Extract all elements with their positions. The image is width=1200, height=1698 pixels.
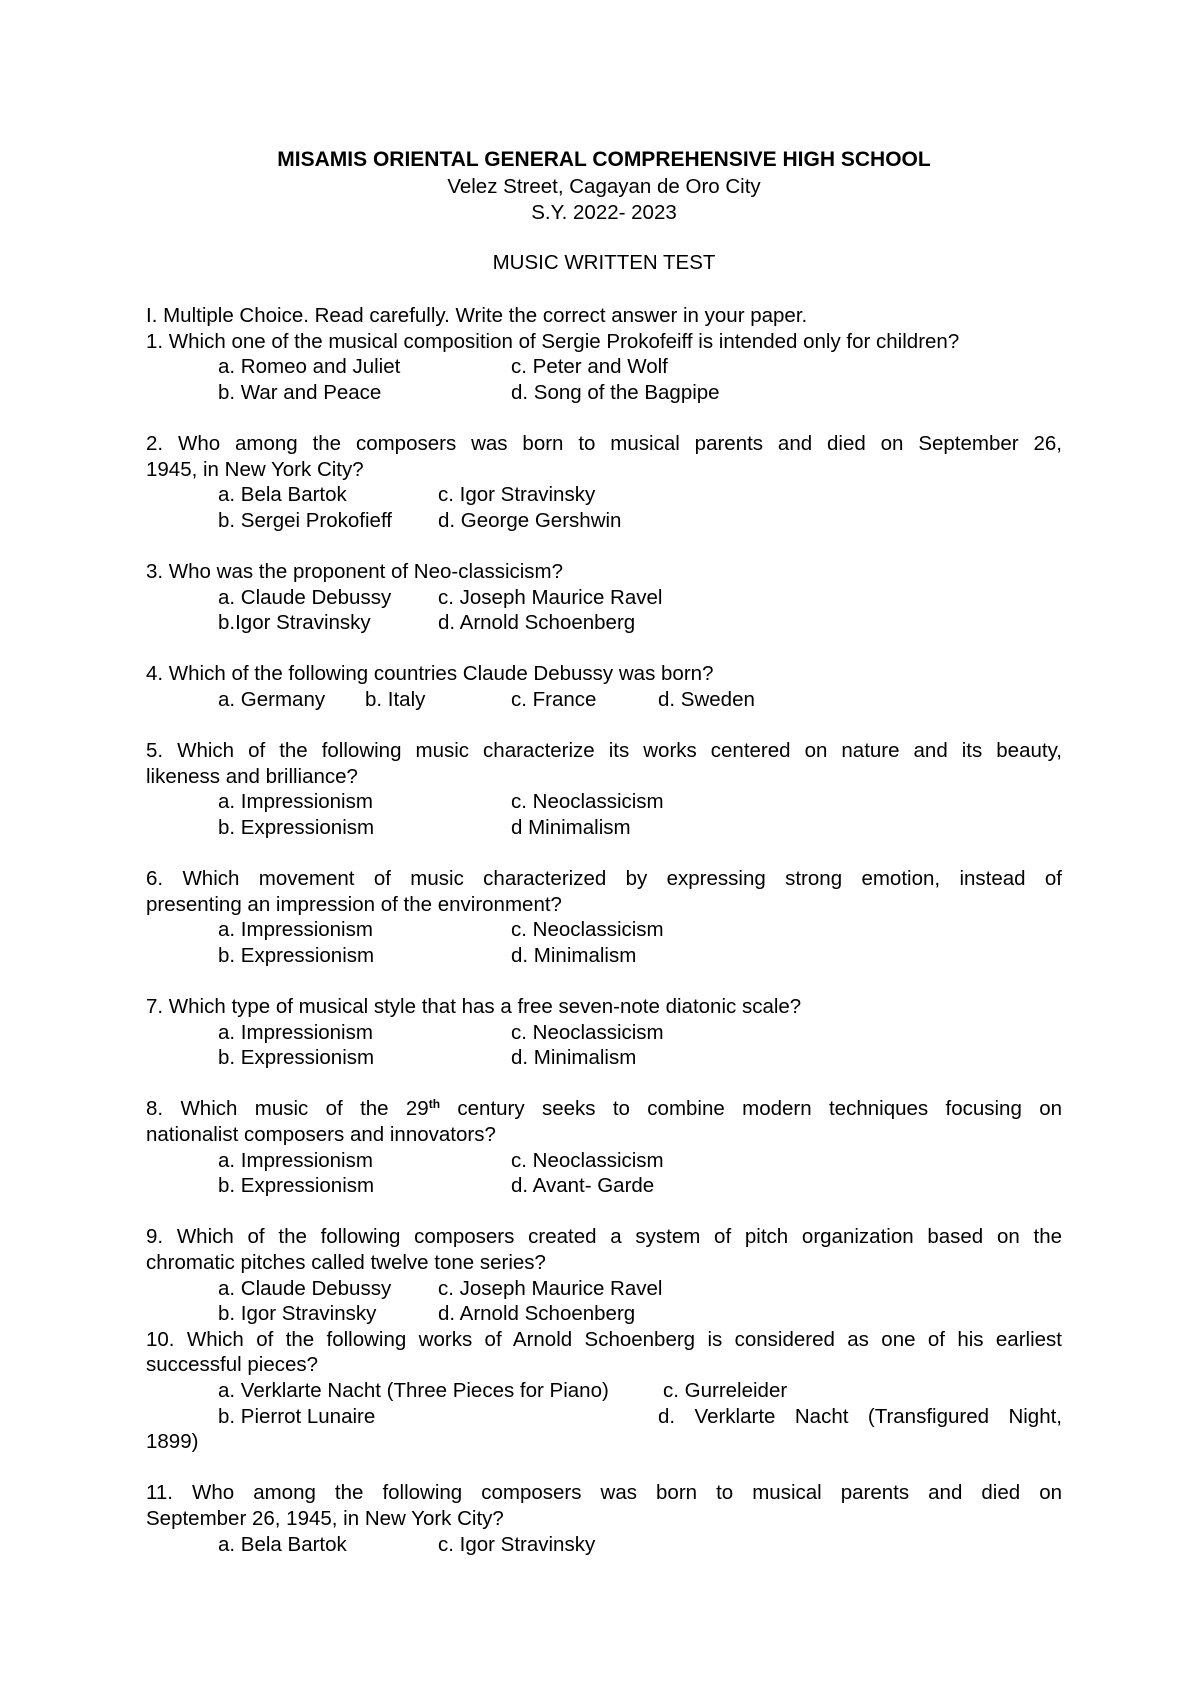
q9-option-d: d. Arnold Schoenberg: [438, 1302, 636, 1326]
q3-option-a: a. Claude Debussy: [218, 585, 392, 609]
q4-option-c: c. France: [511, 687, 597, 711]
q11-option-a: a. Bela Bartok: [218, 1532, 347, 1556]
q10-option-b: b. Pierrot Lunaire: [218, 1404, 376, 1428]
question-4-options: [146, 687, 1062, 713]
q5-option-c: c. Neoclassicism: [511, 790, 664, 814]
question-3-options-row-1: [146, 585, 1062, 611]
q7-option-a: a. Impressionism: [218, 1020, 373, 1044]
question-2-options-row-2: [146, 508, 1062, 534]
q4-option-d: d. Sweden: [658, 687, 755, 711]
question-1-options-row-2: [146, 380, 1062, 406]
q6-option-a: a. Impressionism: [218, 918, 373, 942]
school-address: Velez Street, Cagayan de Oro City: [447, 175, 761, 198]
question-10-options-row-1: [146, 1378, 1062, 1404]
question-7: 7. Which type of musical style that has a free seven-note diatonic scale?: [146, 995, 802, 1019]
q9-option-a: a. Claude Debussy: [218, 1276, 392, 1300]
exam-body: [146, 303, 1062, 1557]
q11-option-c: c. Igor Stravinsky: [438, 1532, 596, 1556]
question-6-options-row-2: [146, 943, 1062, 969]
question-3: 3. Who was the proponent of Neo-classicism?: [146, 559, 564, 583]
question-6-line-1: 6. Which movement of music characterized by expressing strong emotion, instead of: [146, 867, 1062, 891]
question-1: 1. Which one of the musical composition of Sergie Prokofeiff is intended only for children?: [146, 329, 960, 353]
question-9-options-row-1: [146, 1276, 1062, 1302]
question-7-options-row-1: [146, 1020, 1062, 1046]
question-8-options-row-1: [146, 1148, 1062, 1174]
question-10-line-1: 10. Which of the following works of Arnold Schoenberg is considered as one of his earliest: [146, 1327, 1062, 1351]
q10-option-d: d. Verklarte Nacht (Transfigured Night,: [658, 1404, 1062, 1428]
school-name: MISAMIS ORIENTAL GENERAL COMPREHENSIVE HIGH SCHOOL: [277, 148, 931, 171]
question-7-options-row-2: [146, 1045, 1062, 1071]
instructions: I. Multiple Choice. Read carefully. Write the correct answer in your paper.: [146, 304, 808, 327]
q10-option-c: c. Gurreleider: [663, 1378, 788, 1402]
question-2-options-row-1: [146, 482, 1062, 508]
q7-option-b: b. Expressionism: [218, 1046, 375, 1070]
question-11-options-row-1: [146, 1532, 1062, 1558]
question-8-line-1: [146, 1096, 1062, 1122]
question-11-line-2: September 26, 1945, in New York City?: [146, 1506, 504, 1530]
q6-option-d: d. Minimalism: [511, 943, 637, 967]
question-4: 4. Which of the following countries Claude Debussy was born?: [146, 662, 714, 686]
question-2-line-1: 2. Who among the composers was born to musical parents and died on September 26,: [146, 431, 1062, 455]
question-6-options-row-1: [146, 917, 1062, 943]
q2-option-d: d. George Gershwin: [438, 508, 622, 532]
question-8-options-row-2: [146, 1173, 1062, 1199]
q1-option-d: d. Song of the Bagpipe: [511, 380, 720, 404]
question-8-line-2: nationalist composers and innovators?: [146, 1123, 496, 1146]
question-9-line-2: chromatic pitches called twelve tone series?: [146, 1250, 546, 1274]
school-year: S.Y. 2022- 2023: [531, 201, 677, 224]
q7-option-d: d. Minimalism: [511, 1046, 637, 1070]
q1-option-b: b. War and Peace: [218, 380, 382, 404]
q1-option-c: c. Peter and Wolf: [511, 355, 668, 379]
question-5-line-2: likeness and brilliance?: [146, 764, 358, 788]
question-1-options-row-1: [146, 354, 1062, 380]
q2-option-a: a. Bela Bartok: [218, 483, 347, 507]
q8-text-start: 8. Which music of the 29: [146, 1097, 429, 1121]
q4-option-b: b. Italy: [365, 687, 426, 711]
q3-option-d: d. Arnold Schoenberg: [438, 611, 636, 635]
q5-option-b: b. Expressionism: [218, 815, 375, 839]
q4-option-a: a. Germany: [218, 687, 326, 711]
question-11-line-1: 11. Who among the following composers was born to musical parents and died on: [146, 1481, 1062, 1505]
question-2-line-2: 1945, in New York City?: [146, 457, 364, 481]
question-9-line-1: 9. Which of the following composers created a system of pitch organization based on the: [146, 1225, 1062, 1249]
q5-option-a: a. Impressionism: [218, 790, 373, 814]
q1-option-a: a. Romeo and Juliet: [218, 355, 401, 379]
q10-option-a: a. Verklarte Nacht (Three Pieces for Piano): [218, 1378, 609, 1402]
question-10-line-2: successful pieces?: [146, 1353, 319, 1377]
q9-option-b: b. Igor Stravinsky: [218, 1302, 377, 1326]
question-6-line-2: presenting an impression of the environment?: [146, 892, 562, 916]
q6-option-b: b. Expressionism: [218, 943, 375, 967]
q5-option-d: d Minimalism: [511, 815, 631, 839]
q6-option-c: c. Neoclassicism: [511, 918, 664, 942]
q2-option-c: c. Igor Stravinsky: [438, 483, 596, 507]
q10-option-d-continued: 1899): [146, 1430, 199, 1454]
q2-option-b: b. Sergei Prokofieff: [218, 508, 392, 532]
question-9-options-row-2: [146, 1301, 1062, 1327]
question-5-options-row-2: [146, 815, 1062, 841]
q3-option-c: c. Joseph Maurice Ravel: [438, 585, 663, 609]
q7-option-c: c. Neoclassicism: [511, 1020, 664, 1044]
question-5-line-1: 5. Which of the following music characterize its works centered on nature and its beauty,: [146, 739, 1062, 763]
q3-option-b: b.Igor Stravinsky: [218, 611, 371, 635]
q8-option-d: d. Avant- Garde: [511, 1174, 655, 1198]
q9-option-c: c. Joseph Maurice Ravel: [438, 1276, 663, 1300]
q8-superscript: th: [428, 1097, 441, 1112]
q8-text-end: century seeks to combine modern techniques focusing on: [440, 1097, 1062, 1121]
q8-option-b: b. Expressionism: [218, 1174, 375, 1198]
question-10-options-row-2: [146, 1404, 1062, 1430]
test-title: MUSIC WRITTEN TEST: [492, 251, 716, 274]
question-5-options-row-1: [146, 789, 1062, 815]
q8-option-c: c. Neoclassicism: [511, 1148, 664, 1172]
question-3-options-row-2: [146, 610, 1062, 636]
q8-option-a: a. Impressionism: [218, 1148, 373, 1172]
